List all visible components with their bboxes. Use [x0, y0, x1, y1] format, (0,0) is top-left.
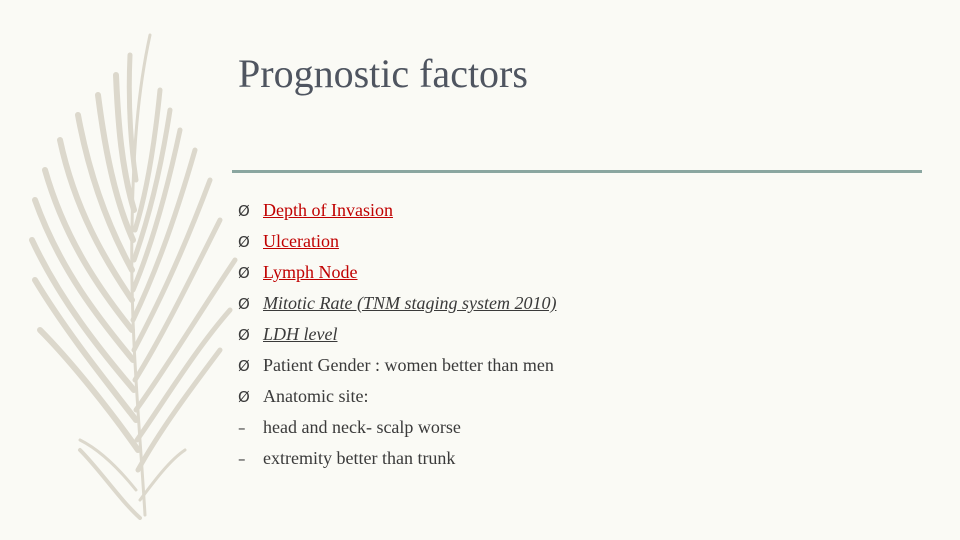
dash-bullet-icon: – — [238, 449, 246, 468]
bullet-arrow-icon: Ø — [238, 387, 250, 406]
patient-gender-text: Patient Gender : women better than men — [263, 355, 554, 375]
title-divider — [232, 170, 922, 173]
bullet-arrow-icon: Ø — [238, 356, 250, 375]
lymph-node-link[interactable]: Lymph Node — [263, 262, 358, 282]
ldh-level-link[interactable]: LDH level — [263, 324, 338, 344]
dash-bullet-icon: – — [238, 418, 246, 437]
mitotic-rate-link[interactable]: Mitotic Rate (TNM staging system 2010) — [263, 293, 557, 313]
list-item — [238, 195, 556, 226]
list-item — [238, 350, 556, 381]
slide-title: Prognostic factors — [238, 51, 528, 96]
feather-icon — [20, 30, 250, 520]
list-item — [238, 226, 556, 257]
bullet-arrow-icon: Ø — [238, 294, 250, 313]
depth-of-invasion-link[interactable]: Depth of Invasion — [263, 200, 393, 220]
list-item — [238, 412, 556, 443]
bullet-arrow-icon: Ø — [238, 232, 250, 251]
extremity-text: extremity better than trunk — [263, 448, 456, 468]
list-item — [238, 381, 556, 412]
head-neck-text: head and neck- scalp worse — [263, 417, 461, 437]
bullet-arrow-icon: Ø — [238, 201, 250, 220]
anatomic-site-text: Anatomic site: — [263, 386, 369, 406]
ulceration-link[interactable]: Ulceration — [263, 231, 339, 251]
list-item — [238, 319, 556, 350]
bullet-arrow-icon: Ø — [238, 263, 250, 282]
list-item — [238, 257, 556, 288]
bullet-list — [238, 195, 556, 474]
list-item — [238, 443, 556, 474]
bullet-arrow-icon: Ø — [238, 325, 250, 344]
list-item — [238, 288, 556, 319]
